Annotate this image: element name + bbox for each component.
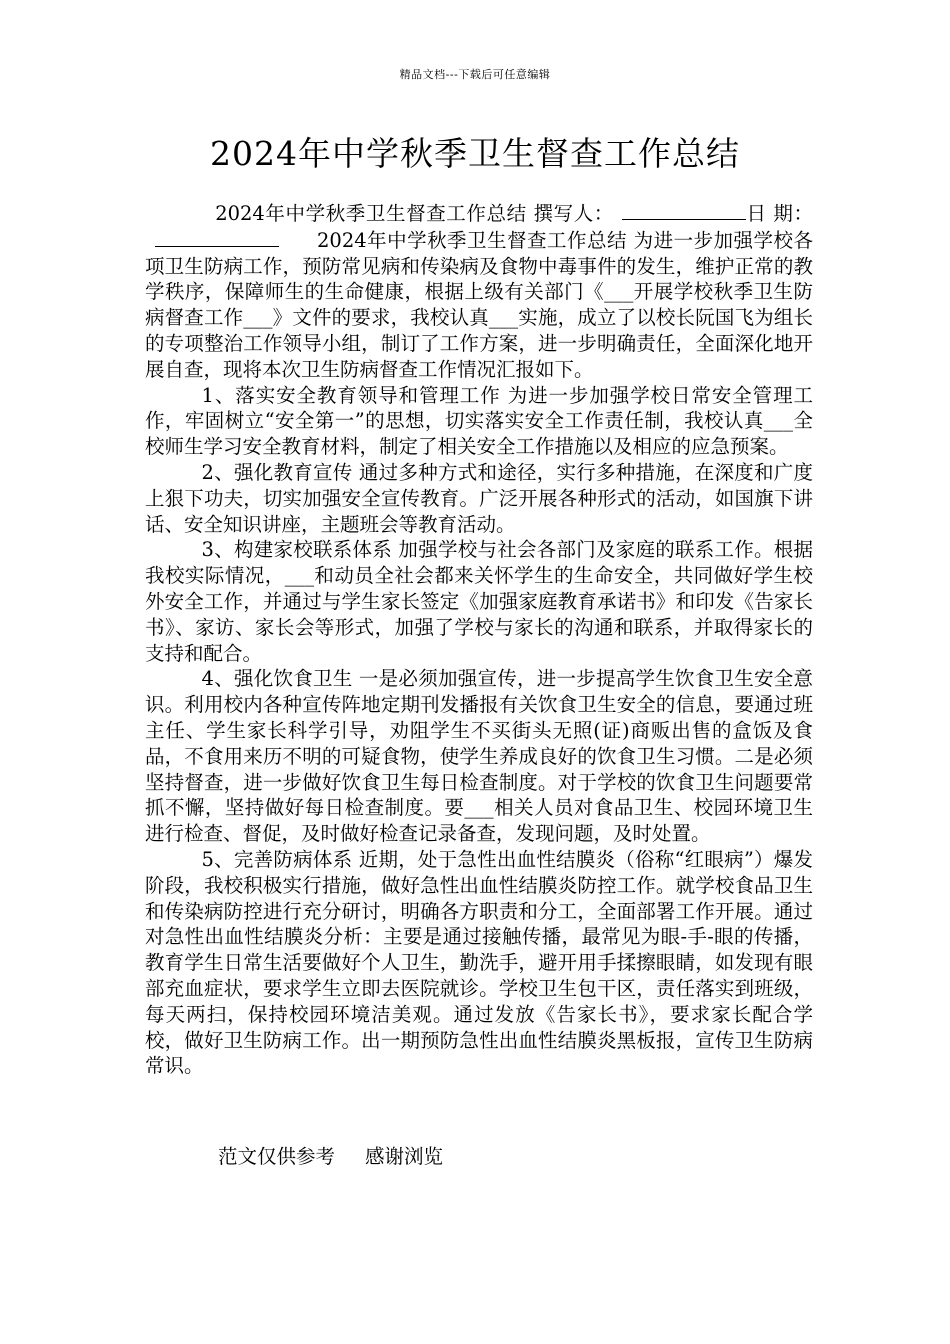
section-paragraph-4: 4、强化饮食卫生 一是必须加强宣传，进一步提高学生饮食卫生安全意识。利用校内各种宣传阵地定期刊发播报有关饮食卫生安全的信息，要通过班主任、学生家长科学引导，劝阻学生不买街头无照(证)商贩出售的盒饭及食品，不食用来历不明的可疑食物，使学生养成良好的饮食卫生习惯。二是必须坚持督查，进一步做好饮食卫生每日检查制度。对于学校的饮食卫生问题要常抓不懈，坚持做好每日检查制度。要___相关人员对食品卫生、校园环境卫生进行检查、督促，及时做好检查记录备查，发现问题，及时处置。	[145, 667, 813, 846]
author-blank	[622, 200, 746, 220]
intro-text: 2024年中学秋季卫生督查工作总结 为进一步加强学校各项卫生防病工作，预防常见病和传染病及食物中毒事件的发生，维护正常的教学秩序，保障师生的生命健康，根据上级有关部门《___开展学校秋季卫生防病督查工作___》文件的要求，我校认真___实施，成立了以校长阮国飞为组长的专项整治工作领导小组，制订了工作方案，进一步明确责任，全面深化地开展自查，现将本次卫生防病督查工作情况汇报如下。	[145, 228, 813, 381]
document-body	[145, 200, 813, 1079]
section-paragraph-2: 2、强化教育宣传 通过多种方式和途径，实行多种措施，在深度和广度上狠下功夫，切实加强安全宣传教育。广泛开展各种形式的活动，如国旗下讲话、安全知识讲座，主题班会等教育活动。	[145, 460, 813, 536]
section-paragraph-1: 1、落实安全教育领导和管理工作 为进一步加强学校日常安全管理工作，牢固树立“安全第一”的思想，切实落实安全工作责任制，我校认真___全校师生学习安全教育材料，制定了相关安全工作措施以及相应的应急预案。	[145, 383, 813, 459]
closing-note	[218, 1144, 443, 1170]
header-note: 精品文档---下载后可任意编辑	[399, 68, 551, 81]
closing-right: 感谢浏览	[365, 1145, 444, 1168]
date-blank	[155, 227, 279, 247]
intro-paragraph	[145, 200, 813, 383]
closing-left: 范文仅供参考	[218, 1145, 336, 1168]
section-paragraph-3: 3、构建家校联系体系 加强学校与社会各部门及家庭的联系工作。根据我校实际情况，___和动员全社会都来关怀学生的生命安全，共同做好学生校外安全工作，并通过与学生家长签定《加强家庭教育承诺书》和印发《告家长书》、家访、家长会等形式，加强了学校与家长的沟通和联系，并取得家长的支持和配合。	[145, 538, 813, 665]
section-paragraph-5: 5、完善防病体系 近期，处于急性出血性结膜炎（俗称“红眼病”）爆发阶段，我校积极实行措施，做好急性出血性结膜炎防控工作。就学校食品卫生和传染病防控进行充分研讨，明确各方职责和分工，全面部署工作开展。通过对急性出血性结膜炎分析：主要是通过接触传播，最常见为眼-手-眼的传播，教育学生日常生活要做好个人卫生，勤洗手，避开用手揉擦眼睛，如发现有眼部充血症状，要求学生立即去医院就诊。学校卫生包干区，责任落实到班级，每天两扫，保持校园环境洁美观。通过发放《告家长书》，要求家长配合学校，做好卫生防病工作。出一期预防急性出血性结膜炎黑板报，宣传卫生防病常识。	[145, 847, 813, 1078]
document-title: 2024年中学秋季卫生督查工作总结	[210, 134, 740, 173]
date-label: 日 期：	[745, 202, 814, 225]
intro-heading: 2024年中学秋季卫生督查工作总结 撰写人：	[215, 202, 614, 225]
